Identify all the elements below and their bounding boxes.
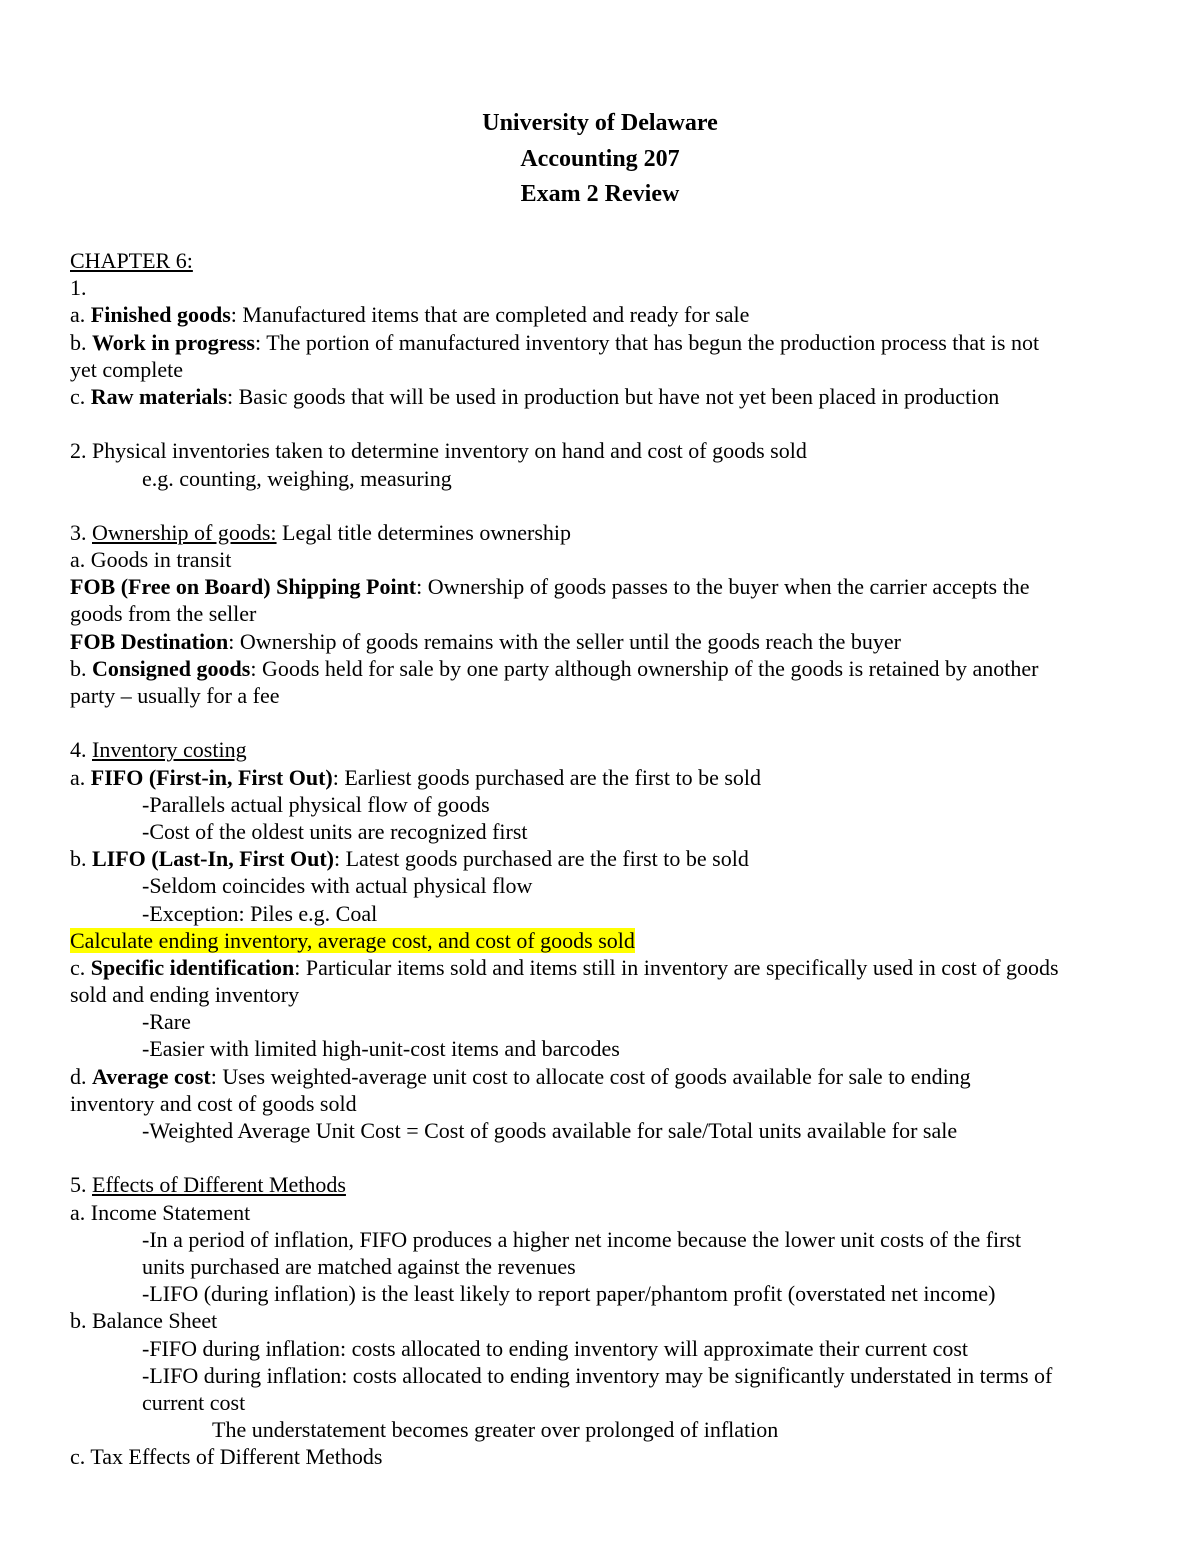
text-span: c. Tax Effects of Different Methods <box>70 1444 383 1470</box>
text-span: c. <box>70 954 91 980</box>
document-title: Exam 2 Review <box>520 181 680 207</box>
text-span: e.g. counting, weighing, measuring <box>142 465 452 491</box>
text-span: Legal title determines ownership <box>276 519 572 545</box>
text-span: The understatement becomes greater over prolonged of inflation <box>212 1417 779 1443</box>
text-line <box>70 383 1150 410</box>
text-span: d. <box>70 1063 92 1089</box>
underlined-heading: Effects of Different Methods <box>92 1172 346 1198</box>
text-span: : Earliest goods purchased are the first to be sold <box>332 764 762 790</box>
text-line <box>70 682 1150 709</box>
text-line <box>70 1226 1150 1253</box>
text-span: inventory and cost of goods sold <box>70 1090 357 1116</box>
text-span: : Ownership of goods passes to the buyer when the carrier accepts the <box>416 574 1030 600</box>
text-line <box>70 1416 1150 1443</box>
text-line <box>70 927 1150 954</box>
text-line <box>70 1117 1150 1144</box>
text-span: -Weighted Average Unit Cost = Cost of goods available for sale/Total units available for sale <box>142 1118 958 1143</box>
text-line <box>70 1008 1150 1035</box>
text-line <box>70 465 1150 492</box>
text-line <box>70 247 1150 274</box>
text-line <box>70 1335 1150 1362</box>
text-span: 5. <box>70 1172 92 1198</box>
text-span: : Manufactured items that are completed and ready for sale <box>230 302 750 328</box>
bold-term: Specific identification <box>90 954 295 980</box>
bold-term: FOB (Free on Board) Shipping Point <box>70 574 417 600</box>
text-span: : The portion of manufactured inventory that has begun the production process that is not <box>255 329 1040 355</box>
text-line <box>70 1171 1150 1198</box>
text-span: -LIFO (during inflation) is the least likely to report paper/phantom profit (overstated net income) <box>142 1281 996 1307</box>
text-span: : Particular items sold and items still in inventory are specifically used in cost of goods <box>294 954 1059 980</box>
text-line <box>70 845 1150 872</box>
text-span: 4. <box>70 737 92 763</box>
text-span: current cost <box>142 1389 246 1415</box>
bold-term: LIFO (Last-In, First Out) <box>92 846 334 872</box>
text-line <box>70 1362 1150 1389</box>
text-line <box>70 1389 1150 1416</box>
text-span: b. <box>70 846 92 872</box>
text-line <box>70 791 1150 818</box>
text-line <box>70 600 1150 627</box>
text-span: a. Goods in transit <box>70 547 232 573</box>
text-line <box>70 818 1150 845</box>
text-line <box>70 981 1150 1008</box>
text-span: -LIFO during inflation: costs allocated to ending inventory may be significantly understated in terms of <box>142 1362 1053 1388</box>
bold-term: Raw materials <box>90 383 228 409</box>
text-line <box>70 1443 1150 1470</box>
text-span: -FIFO during inflation: costs allocated to ending inventory will approximate their current cost <box>142 1335 969 1361</box>
text-line <box>70 519 1150 546</box>
text-span: -Seldom coincides with actual physical flow <box>142 873 533 899</box>
text-line <box>70 546 1150 573</box>
text-line <box>70 329 1150 356</box>
text-span: : Ownership of goods remains with the seller until the goods reach the buyer <box>228 628 901 654</box>
text-span: : Latest goods purchased are the first to be sold <box>334 846 749 872</box>
text-span: : Basic goods that will be used in production but have not yet been placed in production <box>227 383 1000 409</box>
text-span: b. <box>70 655 92 681</box>
bold-term: Work in progress <box>92 329 255 355</box>
text-span: -Easier with limited high-unit-cost items and barcodes <box>142 1036 620 1062</box>
text-span: : Uses weighted-average unit cost to allocate cost of goods available for sale to ending <box>210 1063 971 1089</box>
text-line <box>70 764 1150 791</box>
text-line <box>70 1090 1150 1117</box>
document-body <box>70 247 1150 1470</box>
text-line <box>70 1199 1150 1226</box>
text-line <box>70 1307 1150 1334</box>
underlined-heading: Ownership of goods: <box>92 519 277 545</box>
text-span: -In a period of inflation, FIFO produces a higher net income because the lower unit costs of the first <box>142 1226 1022 1252</box>
text-line <box>70 900 1150 927</box>
underlined-heading: CHAPTER 6: <box>70 248 193 273</box>
text-span: b. Balance Sheet <box>70 1308 218 1334</box>
highlighted-text: Calculate ending inventory, average cost, and cost of goods sold <box>70 927 635 953</box>
blank-line <box>70 709 1150 736</box>
text-span: sold and ending inventory <box>70 982 300 1008</box>
text-line <box>70 356 1150 383</box>
text-span: a. <box>70 302 91 328</box>
text-span: goods from the seller <box>70 601 257 627</box>
text-span: -Cost of the oldest units are recognized first <box>142 818 528 844</box>
text-line <box>70 1035 1150 1062</box>
underlined-heading: Inventory costing <box>92 737 247 763</box>
text-line <box>70 736 1150 763</box>
text-line <box>70 655 1150 682</box>
text-span: units purchased are matched against the revenues <box>142 1253 576 1279</box>
text-span: c. <box>70 383 91 409</box>
blank-line <box>70 410 1150 437</box>
text-line <box>70 301 1150 328</box>
text-line <box>70 1280 1150 1307</box>
institution-title: University of Delaware <box>482 110 718 136</box>
text-line <box>70 872 1150 899</box>
text-line <box>70 1063 1150 1090</box>
text-line <box>70 954 1150 981</box>
text-line <box>70 628 1150 655</box>
text-span: b. <box>70 329 92 355</box>
text-span: : Goods held for sale by one party although ownership of the goods is retained by another <box>250 655 1039 681</box>
text-span: -Exception: Piles e.g. Coal <box>142 900 378 926</box>
text-span: a. <box>70 764 91 790</box>
bold-term: FOB Destination <box>70 628 229 654</box>
text-span: 1. <box>70 275 87 301</box>
text-line <box>70 437 1150 464</box>
bold-term: Finished goods <box>90 302 231 328</box>
text-span: -Parallels actual physical flow of goods <box>142 791 490 817</box>
blank-line <box>70 1144 1150 1171</box>
course-title: Accounting 207 <box>520 146 680 172</box>
text-span: -Rare <box>142 1009 191 1035</box>
text-span: yet complete <box>70 356 184 382</box>
bold-term: Average cost <box>92 1063 211 1089</box>
blank-line <box>70 492 1150 519</box>
text-line <box>70 573 1150 600</box>
text-span: 3. <box>70 519 92 545</box>
text-span: a. Income Statement <box>70 1199 251 1225</box>
text-span: party – usually for a fee <box>70 683 280 708</box>
text-span: 2. Physical inventories taken to determine inventory on hand and cost of goods sold <box>70 438 807 464</box>
text-line <box>70 274 1150 301</box>
bold-term: Consigned goods <box>92 655 251 681</box>
bold-term: FIFO (First-in, First Out) <box>90 764 333 790</box>
text-line <box>70 1253 1150 1280</box>
